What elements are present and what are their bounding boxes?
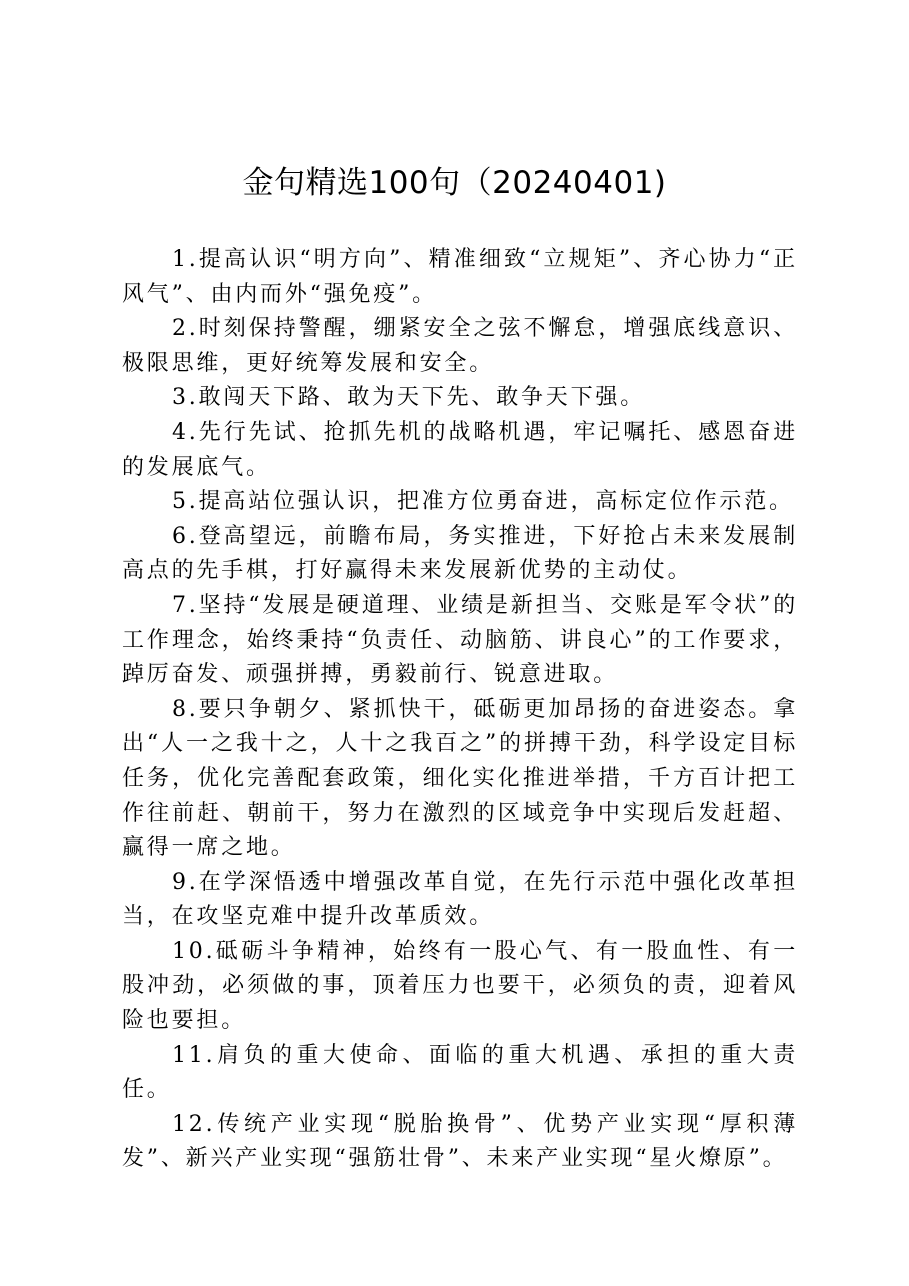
paragraph-5: 5.提高站位强认识，把准方位勇奋进，高标定位作示范。 bbox=[172, 489, 794, 515]
paragraph-4: 4.先行先试、抢抓先机的战略机遇，牢记嘱托、感恩奋进的发展底气。 bbox=[122, 419, 798, 480]
paragraph-6: 6.登高望远，前瞻布局，务实推进，下好抢占未来发展制高点的先手棋，打好赢得未来发展新优势的主动仗。 bbox=[122, 523, 798, 584]
paragraph-12: 12.传统产业实现“脱胎换骨”、优势产业实现“厚积薄发”、新兴产业实现“强筋壮骨”、未来产业实现“星火燎原”。 bbox=[122, 1111, 798, 1172]
paragraph-11: 11.肩负的重大使命、面临的重大机遇、承担的重大责任。 bbox=[122, 1042, 798, 1103]
paragraph-2: 2.时刻保持警醒，绷紧安全之弦不懈怠，增强底线意识、极限思维，更好统筹发展和安全。 bbox=[122, 316, 798, 376]
paragraph-3: 3.敢闯天下路、敢为天下先、敢争天下强。 bbox=[172, 385, 645, 411]
paragraph-1: 1.提高认识“明方向”、精准细致“立规矩”、齐心协力“正风气”、由内而外“强免疫”。 bbox=[122, 247, 798, 307]
paragraph-7: 7.坚持“发展是硬道理、业绩是新担当、交账是军令状”的工作理念，始终秉持“负责任、动脑筋、讲良心”的工作要求，踔厉奋发、顽强拼搏，勇毅前行、锐意进取。 bbox=[122, 592, 798, 688]
paragraph-8: 8.要只争朝夕、紧抓快干，砥砺更加昂扬的奋进姿态。拿出“人一之我十之，人十之我百之”的拼搏干劲，科学设定目标任务，优化完善配套政策，细化实化推进举措，千方百计把工作往前赶、朝前干，努力在激烈的区域竞争中实现后发赶超、赢得一席之地。 bbox=[122, 696, 798, 861]
document-body bbox=[122, 243, 798, 1177]
paragraph-10: 10.砥砺斗争精神，始终有一股心气、有一股血性、有一股冲劲，必须做的事，顶着压力也要干，必须负的责，迎着风险也要担。 bbox=[122, 938, 798, 1034]
document-title: 金句精选100句（20240401) bbox=[242, 165, 667, 201]
paragraph-9: 9.在学深悟透中增强改革自觉，在先行示范中强化改革担当，在攻坚克难中提升改革质效。 bbox=[122, 869, 798, 930]
